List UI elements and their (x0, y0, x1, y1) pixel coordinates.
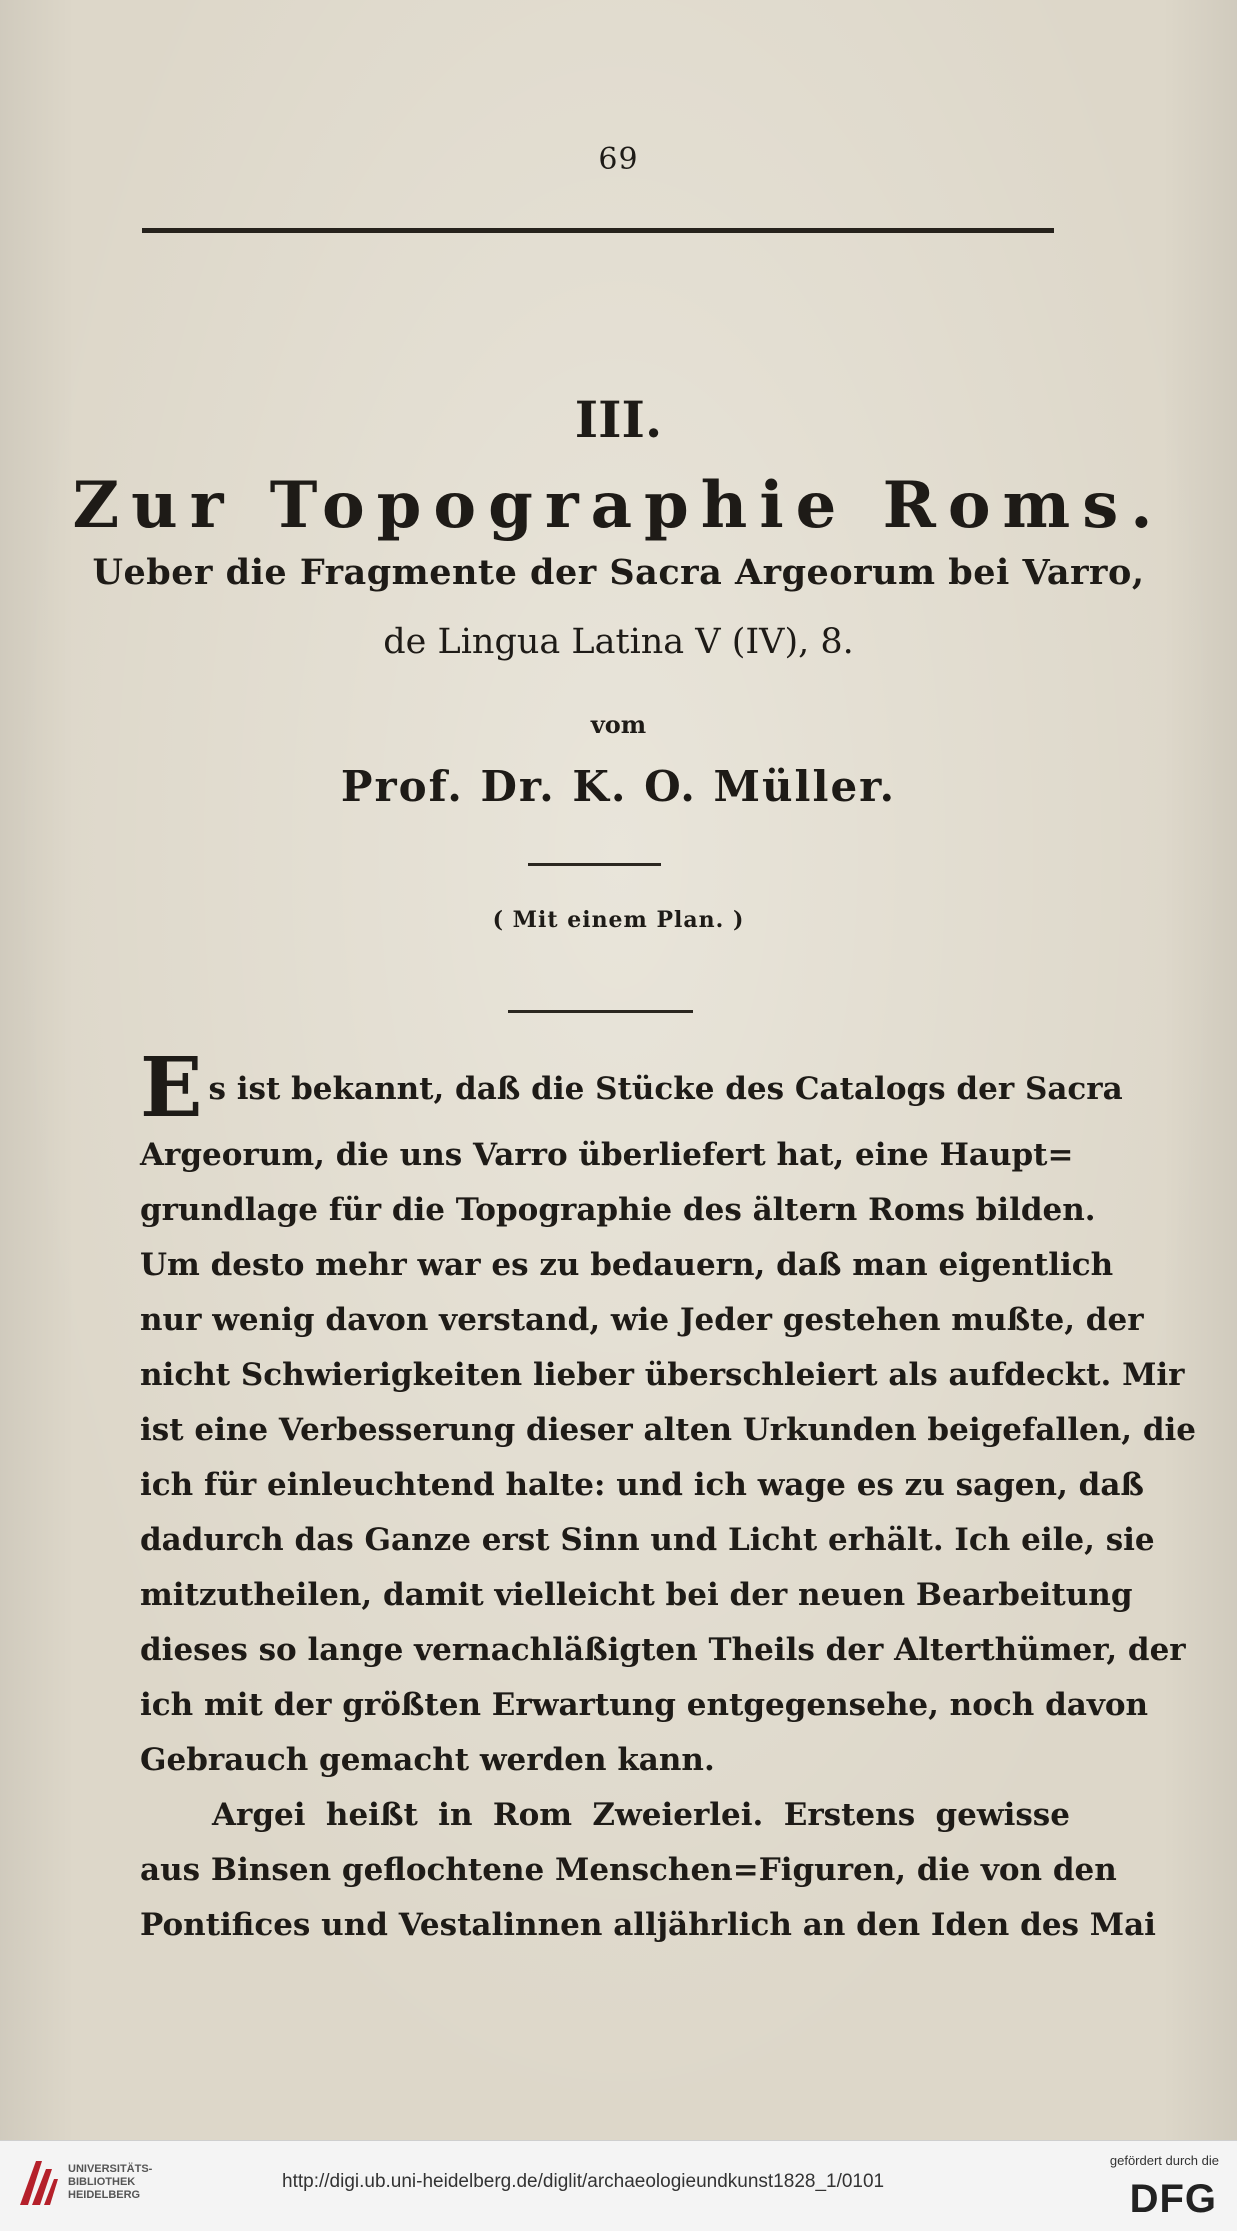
body-line: dadurch das Ganze erst Sinn und Licht erhält. Ich eile, sie (140, 1522, 1155, 1558)
body-line: Pontifices und Vestalinnen alljährlich an den Iden des Mai (140, 1907, 1156, 1943)
body-line: s ist bekannt, daß die Stücke des Catalogs der Sacra (208, 1071, 1123, 1107)
plan-note: ( Mit einem Plan. ) (492, 907, 745, 933)
body-line: Gebrauch gemacht werden kann. (140, 1742, 715, 1778)
article-title: Zur Topographie Roms. (72, 468, 1165, 543)
body-line: grundlage für die Topographie des ältern Roms bilden. (140, 1192, 1096, 1228)
body-line: Um desto mehr war es zu bedauern, daß man eigentlich (140, 1247, 1114, 1283)
library-logo-icon[interactable] (16, 2157, 60, 2209)
body-line: ich mit der größten Erwartung entgegensehe, noch davon (140, 1687, 1149, 1723)
page-number: 69 (598, 142, 639, 177)
divider-rule (508, 1010, 693, 1013)
byline-prefix: vom (590, 710, 647, 739)
body-line: nur wenig davon verstand, wie Jeder gestehen mußte, der (140, 1302, 1144, 1338)
body-line: ist eine Verbesserung dieser alten Urkunden beigefallen, die (140, 1412, 1196, 1448)
section-number: III. (574, 390, 663, 449)
dfg-logo[interactable]: DFG (1129, 2177, 1217, 2221)
divider-rule (528, 863, 661, 866)
body-line: nicht Schwierigkeiten lieber überschleiert als aufdeckt. Mir (140, 1357, 1185, 1393)
body-line: Argei heißt in Rom Zweierlei. Erstens gewisse (212, 1797, 1070, 1833)
body-line: Argeorum, die uns Varro überliefert hat, eine Haupt= (140, 1137, 1074, 1173)
subtitle-line-1: Ueber die Fragmente der Sacra Argeorum bei Varro, (92, 552, 1145, 593)
library-name-line: UNIVERSITÄTS- (68, 2163, 153, 2175)
body-line: mitzutheilen, damit vielleicht bei der neuen Bearbeitung (140, 1577, 1133, 1613)
author-line: Prof. Dr. K. O. Müller. (340, 762, 897, 811)
header-rule (142, 228, 1054, 233)
drop-cap: E (140, 1040, 203, 1136)
body-line: aus Binsen geflochtene Menschen=Figuren, die von den (140, 1852, 1117, 1888)
subtitle-line-2: de Lingua Latina V (IV), 8. (383, 622, 854, 662)
source-url-link[interactable]: http://digi.ub.uni-heidelberg.de/diglit/archaeologieundkunst1828_1/0101 (282, 2171, 885, 2192)
library-name[interactable] (68, 2163, 152, 2202)
body-text (140, 1040, 1196, 1953)
library-name-line: BIBLIOTHEK (68, 2176, 136, 2188)
body-line: ich für einleuchtend halte: und ich wage es zu sagen, daß (140, 1467, 1144, 1503)
funder-caption: gefördert durch die (1109, 2153, 1219, 2168)
viewer-footer (0, 2140, 1237, 2231)
library-name-line: HEIDELBERG (68, 2189, 141, 2201)
body-line: dieses so lange vernachläßigten Theils der Alterthümer, der (140, 1632, 1186, 1668)
